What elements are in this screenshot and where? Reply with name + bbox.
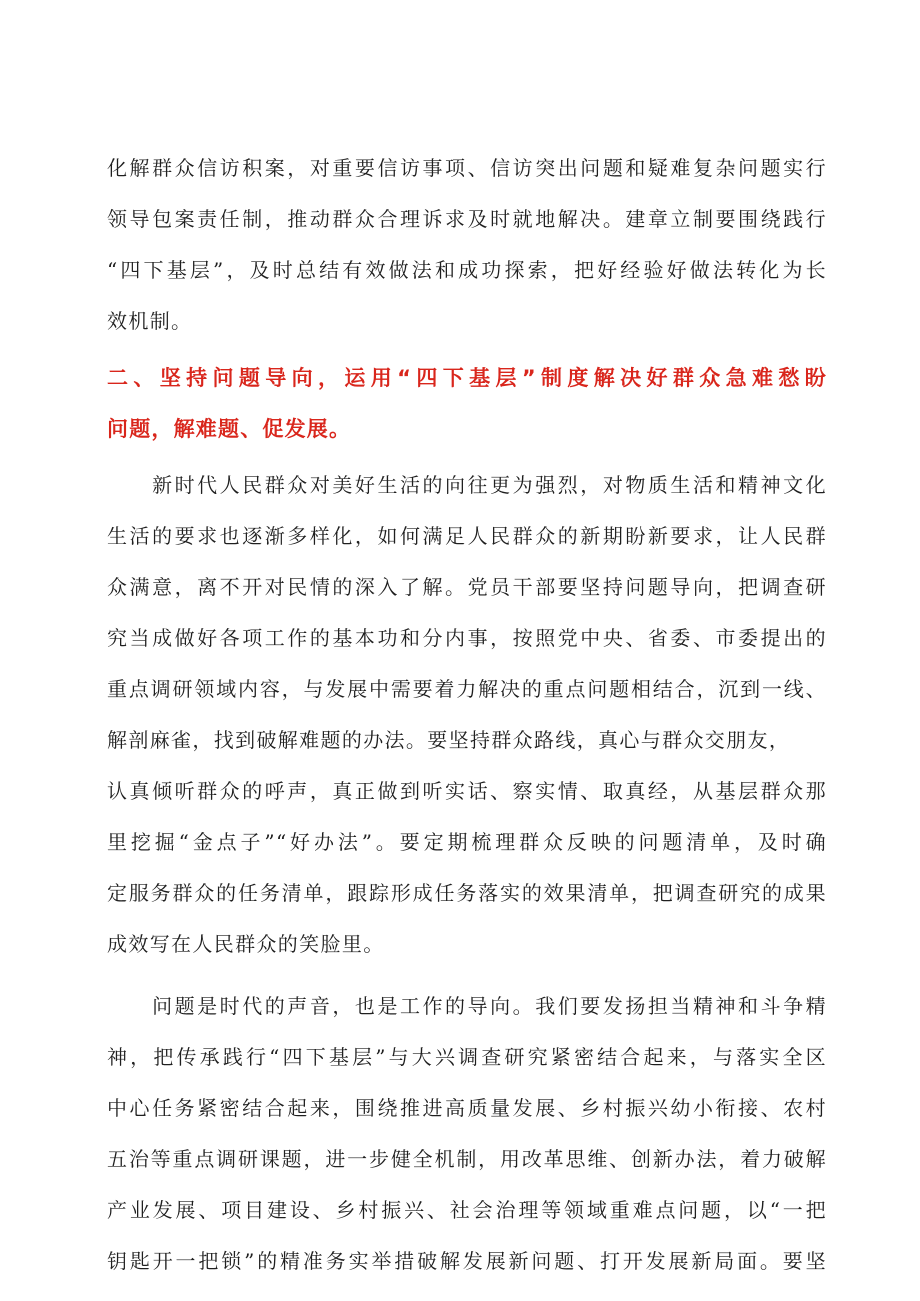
text-line: “四下基层”，及时总结有效做法和成功探索，把好经验好做法转化为长 xyxy=(107,258,827,282)
text-line: 钥匙开一把锁”的精准务实举措破解发展新问题、打开发展新局面。要坚 xyxy=(107,1249,827,1273)
text-line: 效机制。 xyxy=(107,309,193,333)
text-line: 里挖掘“金点子”“好办法”。要定期梳理群众反映的问题清单，及时确 xyxy=(107,830,827,854)
section-heading xyxy=(107,353,827,455)
heading-line: 二、坚持问题导向，运用“四下基层”制度解决好群众急难愁盼 xyxy=(107,366,827,390)
paragraph-intro xyxy=(107,143,827,347)
document-body xyxy=(107,143,827,1287)
text-line: 五治等重点调研课题，进一步健全机制，用改革思维、创新办法，着力破解 xyxy=(107,1147,827,1171)
paragraph-1 xyxy=(107,460,827,970)
text-line: 解剖麻雀，找到破解难题的办法。要坚持群众路线，真心与群众交朋友， xyxy=(107,728,791,752)
text-line: 神，把传承践行“四下基层”与大兴调查研究紧密结合起来，与落实全区 xyxy=(107,1045,827,1069)
text-line: 生活的要求也逐渐多样化，如何满足人民群众的新期盼新要求，让人民群 xyxy=(107,524,827,548)
heading-line: 问题，解难题、促发展。 xyxy=(107,417,352,441)
text-line: 问题是时代的声音，也是工作的导向。我们要发扬担当精神和斗争精 xyxy=(107,994,827,1018)
text-line: 领导包案责任制，推动群众合理诉求及时就地解决。建章立制要围绕践行 xyxy=(107,207,827,231)
text-line: 究当成做好各项工作的基本功和分内事，按照党中央、省委、市委提出的 xyxy=(107,626,827,650)
text-line: 成效写在人民群众的笑脸里。 xyxy=(107,932,385,956)
text-line: 认真倾听群众的呼声，真正做到听实话、察实情、取真经，从基层群众那 xyxy=(107,779,827,803)
text-line: 产业发展、项目建设、乡村振兴、社会治理等领域重难点问题，以“一把 xyxy=(107,1198,827,1222)
text-line: 中心任务紧密结合起来，围绕推进高质量发展、乡村振兴幼小衔接、农村 xyxy=(107,1096,827,1120)
paragraph-2 xyxy=(107,981,827,1287)
text-line: 新时代人民群众对美好生活的向往更为强烈，对物质生活和精神文化 xyxy=(107,473,827,497)
text-line: 重点调研领域内容，与发展中需要着力解决的重点问题相结合，沉到一线、 xyxy=(107,677,827,701)
text-line: 定服务群众的任务清单，跟踪形成任务落实的效果清单，把调查研究的成果 xyxy=(107,881,827,905)
text-line: 众满意，离不开对民情的深入了解。党员干部要坚持问题导向，把调查研 xyxy=(107,575,827,599)
text-line: 化解群众信访积案，对重要信访事项、信访突出问题和疑难复杂问题实行 xyxy=(107,156,827,180)
